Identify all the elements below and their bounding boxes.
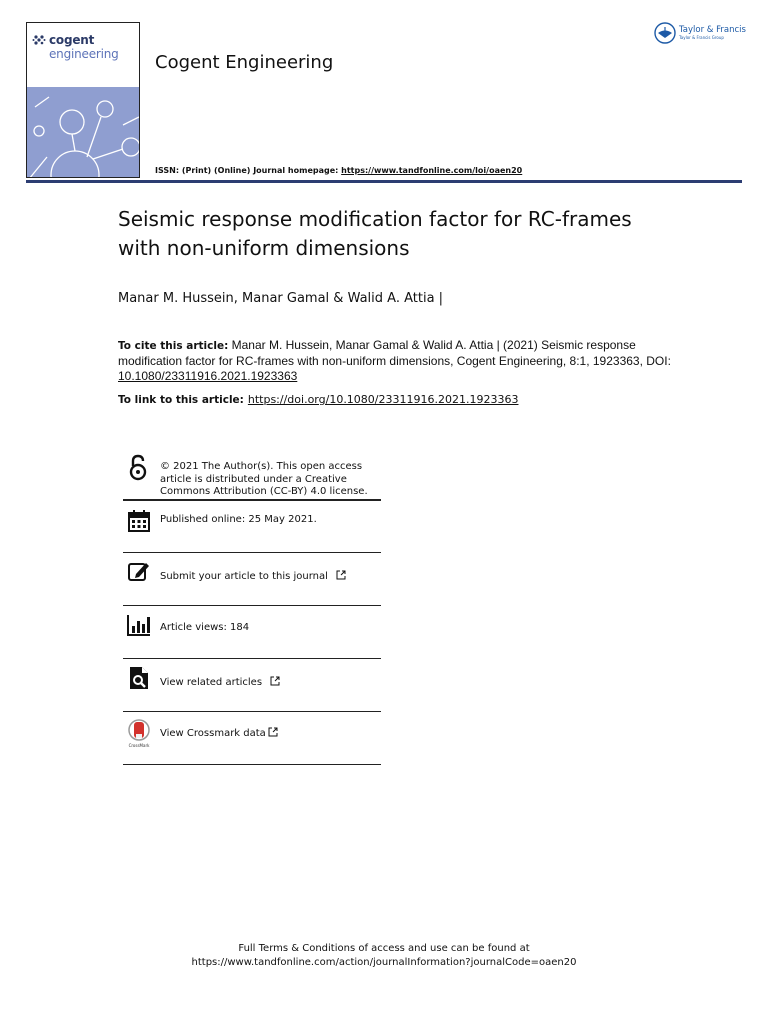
journal-cover xyxy=(26,22,140,178)
cite-label: To cite this article: xyxy=(118,340,229,352)
published-row xyxy=(123,501,381,551)
crossmark-icon xyxy=(125,719,153,749)
submit-article-label: Submit your article to this journal xyxy=(160,571,328,582)
article-title: Seismic response modification factor for RC-frames with non-uniform dimensions xyxy=(118,207,632,260)
cover-subtitle: engineering xyxy=(49,47,119,61)
external-link-icon xyxy=(270,676,280,686)
link-label: To link to this article: xyxy=(118,394,244,406)
external-link-icon xyxy=(268,727,278,737)
submit-row[interactable] xyxy=(123,553,381,605)
cite-text: Manar M. Hussein, Manar Gamal & Walid A. Attia | (2021) Seismic response modification factor for RC-frames with non-uniform dimensions, Cogent Engineering, 8:1, 1923363, DOI: xyxy=(118,338,671,368)
article-authors: Manar M. Hussein, Manar Gamal & Walid A. Attia | xyxy=(118,291,444,306)
cogent-logo-icon xyxy=(32,33,46,47)
footer-terms-link[interactable]: https://www.tandfonline.com/action/journalInformation?journalCode=oaen20 xyxy=(191,957,577,968)
cite-doi-link[interactable]: 10.1080/23311916.2021.1923363 xyxy=(118,369,298,383)
article-views-text: Article views: 184 xyxy=(160,622,250,633)
edit-icon xyxy=(127,560,151,584)
license-line-1: © 2021 The Author(s). This open access xyxy=(160,461,363,472)
submit-article-link[interactable] xyxy=(160,570,346,584)
calendar-icon xyxy=(127,509,151,533)
crossmark-label: View Crossmark data xyxy=(160,728,266,739)
terms-footer xyxy=(0,942,768,970)
cover-header xyxy=(27,23,139,87)
license-row xyxy=(123,452,381,500)
open-access-icon xyxy=(129,454,147,482)
issn-line xyxy=(155,166,522,175)
crossmark-link[interactable] xyxy=(160,727,278,741)
bar-chart-icon xyxy=(127,613,151,637)
molecule-artwork-icon xyxy=(27,87,139,178)
divider xyxy=(123,764,381,765)
publisher-subname: Taylor & Francis Group xyxy=(679,35,724,40)
issn-text: ISSN: (Print) (Online) Journal homepage: xyxy=(155,166,342,175)
crossmark-logo-text: CrossMark xyxy=(128,743,150,748)
journal-homepage-link[interactable]: https://www.tandfonline.com/loi/oaen20 xyxy=(341,166,523,175)
published-text: Published online: 25 May 2021. xyxy=(160,514,317,525)
related-articles-label: View related articles xyxy=(160,677,263,688)
footer-line-1: Full Terms & Conditions of access and use can be found at xyxy=(238,943,530,954)
taylor-francis-logo-icon xyxy=(654,22,676,44)
journal-title: Cogent Engineering xyxy=(155,52,334,73)
cover-logo xyxy=(32,33,94,47)
external-link-icon xyxy=(336,570,346,580)
publisher-name: Taylor & Francis xyxy=(679,25,746,35)
article-link-line xyxy=(118,393,518,406)
crossmark-row[interactable] xyxy=(123,712,381,764)
publisher-logo[interactable] xyxy=(654,22,746,44)
cover-artwork xyxy=(27,87,139,178)
related-articles-link[interactable] xyxy=(160,676,280,690)
related-row[interactable] xyxy=(123,659,381,711)
document-search-icon xyxy=(127,666,151,690)
header-rule xyxy=(26,180,742,183)
license-text xyxy=(160,461,368,499)
citation-block xyxy=(118,338,678,384)
views-row xyxy=(123,606,381,658)
article-info-panel xyxy=(123,452,381,768)
cover-brand: cogent xyxy=(49,33,95,47)
article-doi-link[interactable]: https://doi.org/10.1080/23311916.2021.1923363 xyxy=(247,393,519,406)
license-line-2: article is distributed under a Creative xyxy=(160,473,347,485)
license-line-3: Commons Attribution (CC-BY) 4.0 license. xyxy=(160,486,368,497)
